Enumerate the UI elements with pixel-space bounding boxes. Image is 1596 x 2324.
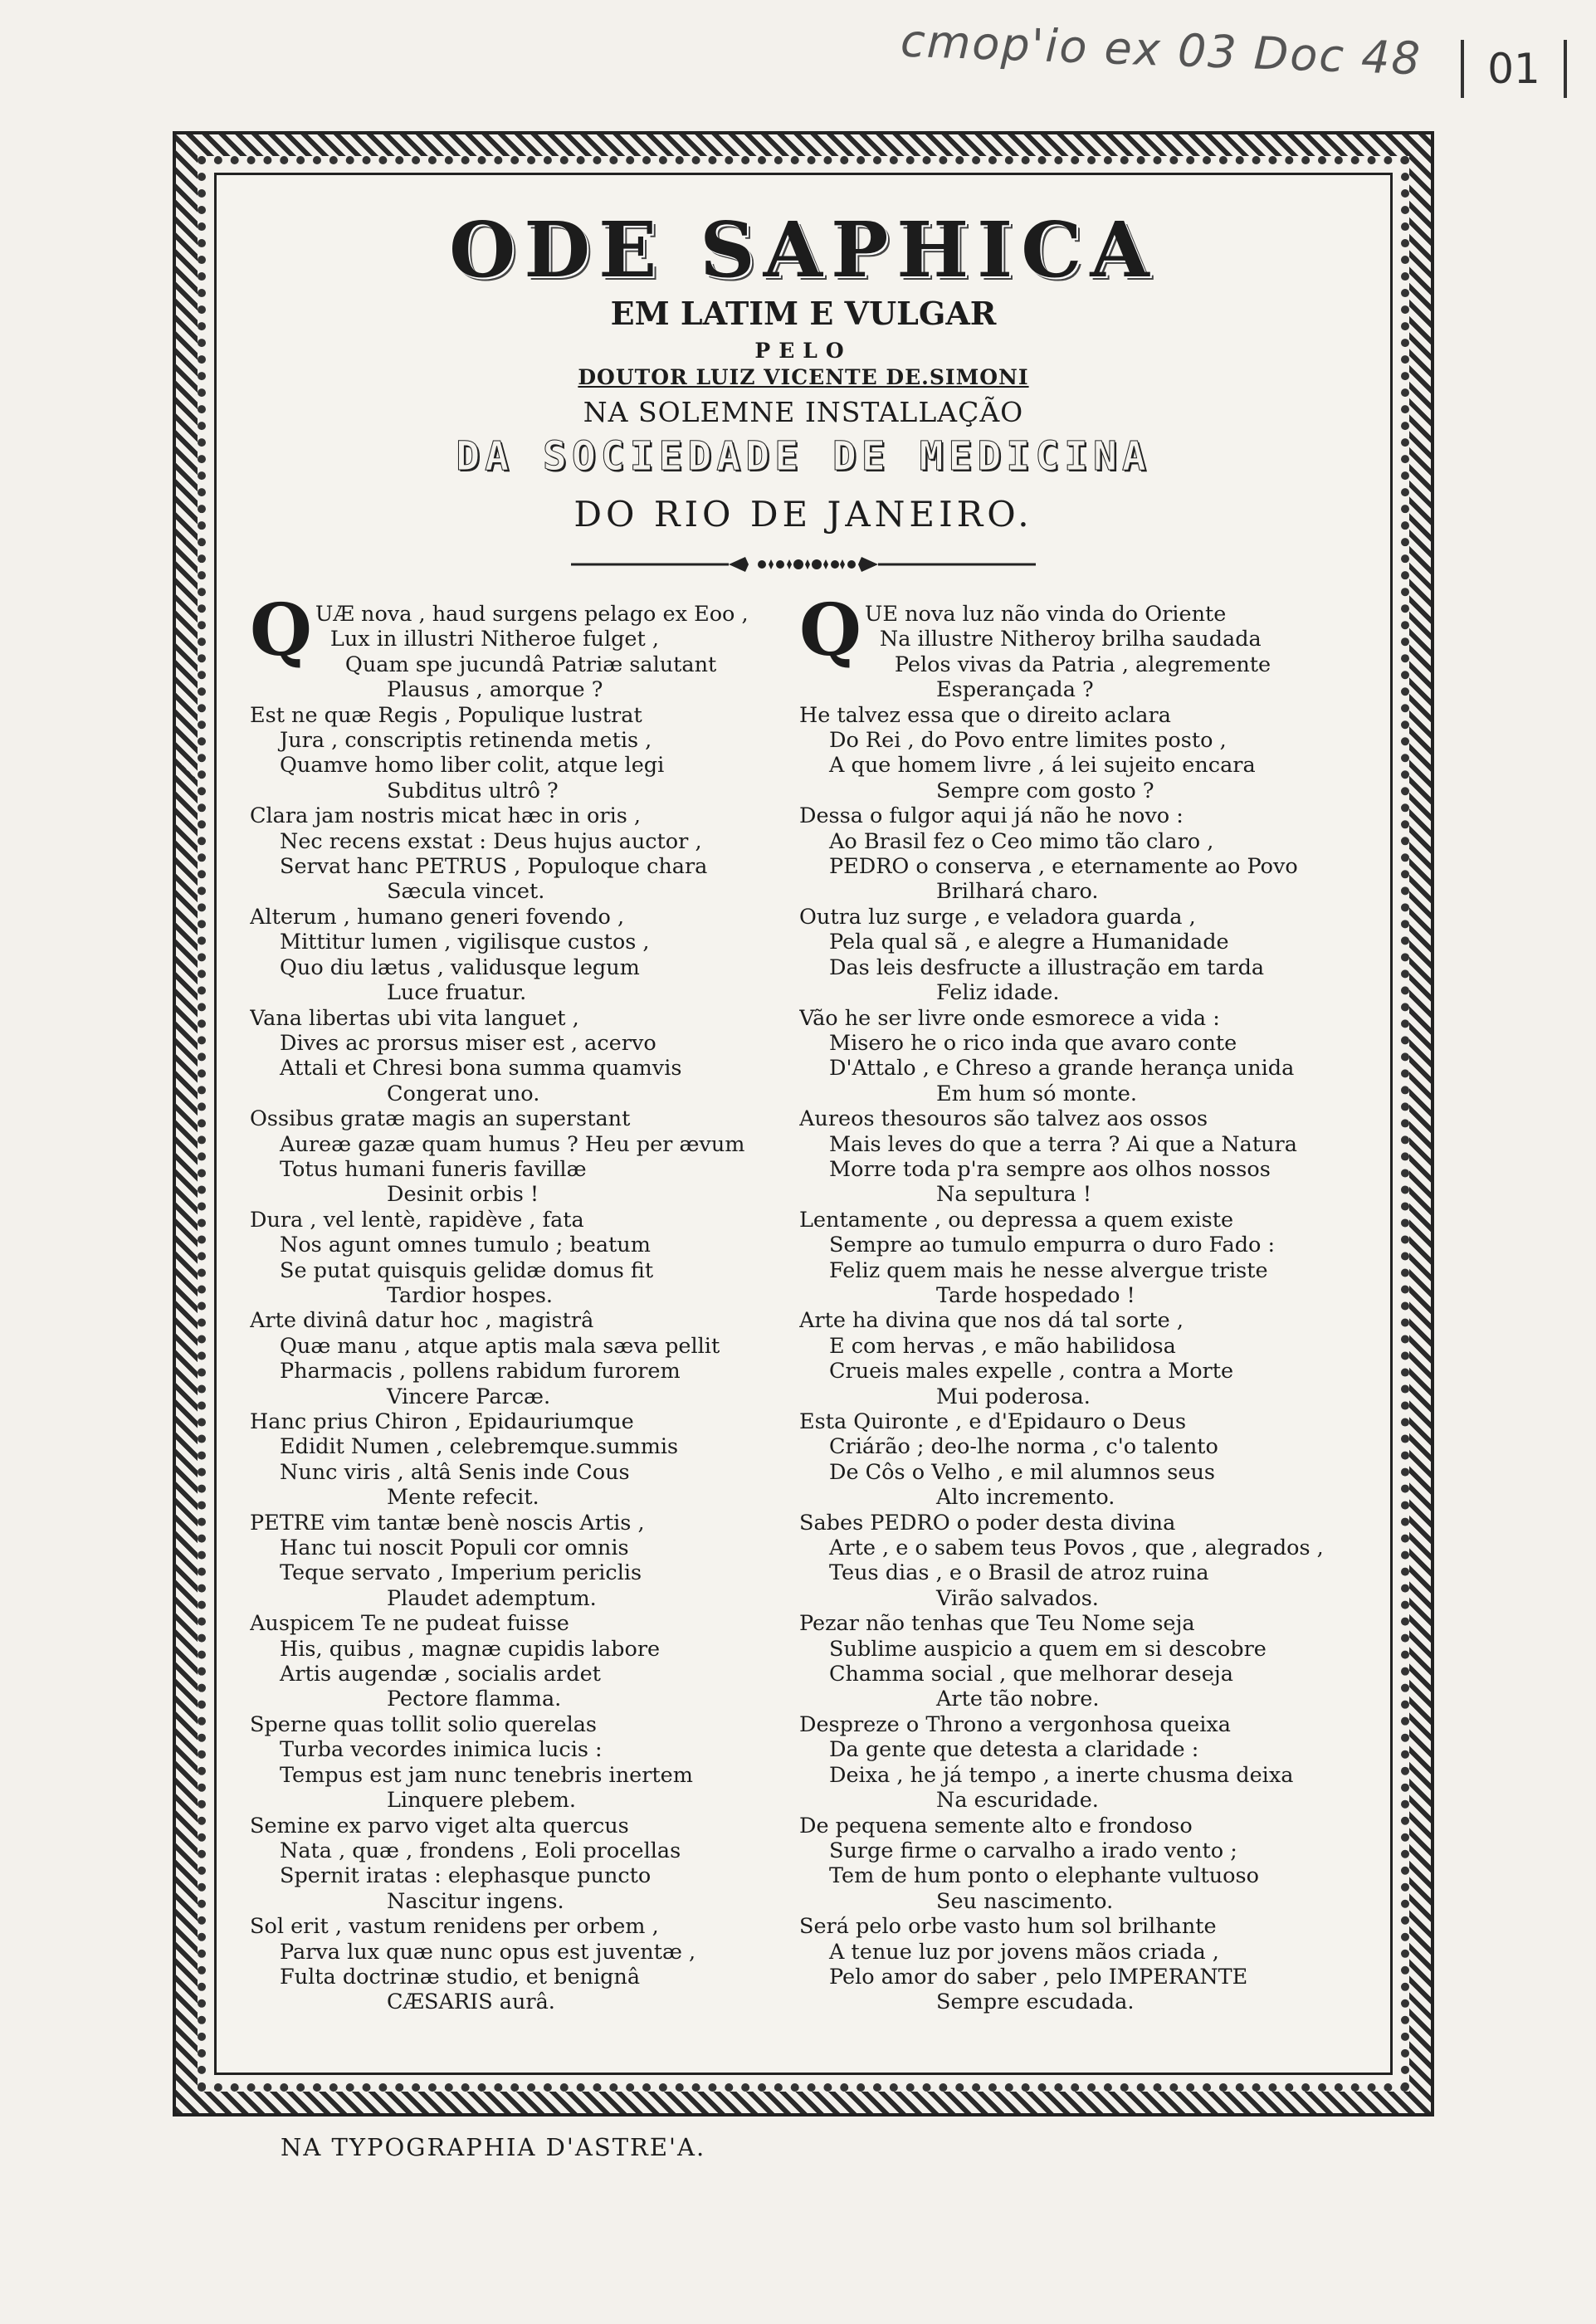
latin-verse-text: Quam spe jucundâ Patriæ salutant [344, 652, 717, 677]
latin-verse-line [250, 753, 799, 778]
latin-verse-line [250, 829, 799, 854]
latin-stanza [250, 1914, 799, 2015]
latin-verse-text: Servat hanc PETRUS , Populoque chara [280, 854, 708, 880]
portuguese-verse-text: Vão he ser livre onde esmorece a vida : [799, 1005, 1220, 1031]
portuguese-verse-text: Dessa o fulgor aqui já não he novo : [799, 803, 1184, 829]
latin-column [250, 588, 799, 2015]
portuguese-verse-line [799, 1560, 1349, 1585]
portuguese-verse-text: He talvez essa que o direito aclara [799, 702, 1171, 728]
portuguese-stanza [799, 1409, 1349, 1511]
latin-verse-text: Clara jam nostris micat hæc in oris , [250, 803, 642, 829]
portuguese-stanza [799, 1308, 1349, 1409]
portuguese-verse-line [799, 1814, 1349, 1838]
latin-verse-text: Subditus ultrô ? [387, 778, 559, 803]
latin-verse-line [250, 1662, 799, 1687]
portuguese-verse-text: Outra luz surge , e veladora guarda , [799, 904, 1196, 930]
latin-verse-line [250, 1914, 799, 1939]
latin-verse-text: Pharmacis , pollens rabidum furorem [280, 1359, 681, 1384]
portuguese-verse-line [799, 1308, 1349, 1333]
portuguese-verse-line [799, 1157, 1349, 1182]
portuguese-verse-text: Pelo amor do saber , pelo IMPERANTE [829, 1964, 1248, 1990]
latin-verse-line [315, 627, 799, 652]
portuguese-verse-line [799, 1965, 1349, 1990]
portuguese-verse-line [799, 1737, 1349, 1762]
latin-verse-line [250, 1434, 799, 1459]
latin-verse-text: Totus humani funeris favillæ [280, 1156, 587, 1182]
latin-verse-text: Auspicem Te ne pudeat fuisse [250, 1611, 569, 1637]
latin-verse-line [250, 1863, 799, 1888]
latin-verse-line [250, 1132, 799, 1157]
latin-verse-text: Nascitur ingens. [387, 1888, 564, 1914]
portuguese-verse-text: Das leis desfructe a illustração em tarda [829, 954, 1265, 980]
latin-verse-text: Nos agunt omnes tumulo ; beatum [280, 1233, 651, 1258]
portuguese-verse-line [799, 1081, 1349, 1106]
portuguese-verse-line [799, 854, 1349, 879]
latin-verse-line [250, 879, 799, 904]
portuguese-verse-line [799, 1940, 1349, 1965]
latin-verse-text: Desinit orbis ! [387, 1182, 539, 1208]
portuguese-verse-line [799, 1208, 1349, 1233]
latin-verse-text: Edidit Numen , celebremque.summis [280, 1434, 679, 1460]
portuguese-verse-line [799, 1637, 1349, 1662]
latin-verse-line [250, 1990, 799, 2014]
latin-verse-line [250, 1359, 799, 1384]
portuguese-verse-line [799, 1031, 1349, 1056]
portuguese-verse-text: Esperançada ? [936, 677, 1094, 703]
portuguese-verse-text: Esta Quironte , e d'Epidauro o Deus [799, 1409, 1187, 1434]
portuguese-verse-line [799, 1838, 1349, 1863]
portuguese-verse-text: Deixa , he já tempo , a inerte chusma deixa [829, 1762, 1294, 1788]
portuguese-verse-text: Arte , e o sabem teus Povos , que , alegrados , [829, 1536, 1324, 1561]
portuguese-verse-line [799, 728, 1349, 753]
latin-verse-text: Plausus , amorque ? [387, 677, 603, 703]
latin-verse-line [250, 980, 799, 1005]
byline-pelo: PELO [754, 339, 852, 363]
portuguese-verse-line [799, 955, 1349, 980]
portuguese-verse-text: Despreze o Throno a vergonhosa queixa [799, 1711, 1232, 1737]
latin-verse-line [250, 1838, 799, 1863]
latin-verse-text: Alterum , humano generi fovendo , [250, 904, 625, 930]
latin-verse-text: Turba vecordes inimica lucis : [280, 1737, 603, 1763]
latin-verse-line [250, 1763, 799, 1788]
portuguese-stanza [799, 1006, 1349, 1107]
portuguese-verse-text: Feliz quem mais he nesse alvergue triste [829, 1257, 1268, 1283]
portuguese-verse-line [799, 1106, 1349, 1131]
latin-verse-text: Dura , vel lentè, rapidève , fata [250, 1207, 584, 1233]
portuguese-verse-line [799, 1056, 1349, 1081]
portuguese-verse-line [799, 1536, 1349, 1560]
portuguese-verse-line [799, 1511, 1349, 1536]
portuguese-verse-line [799, 1182, 1349, 1207]
portuguese-verse-line [799, 930, 1349, 954]
portuguese-stanza [799, 1611, 1349, 1712]
city-line: DO RIO DE JANEIRO. [573, 494, 1033, 535]
portuguese-verse-text: Surge firme o carvalho a irado vento ; [829, 1838, 1237, 1863]
latin-verse-line [315, 602, 799, 627]
portuguese-verse-text: A que homem livre , á lei sujeito encara [829, 753, 1256, 779]
occasion-line: NA SOLEMNE INSTALLAÇÃO [583, 396, 1024, 428]
dotted-border [198, 156, 1409, 2092]
latin-stanza [250, 588, 799, 703]
latin-stanza [250, 905, 799, 1006]
portuguese-verse-text: Alto incremento. [936, 1485, 1115, 1511]
portuguese-verse-text: Aureos thesouros são talvez aos ossos [799, 1106, 1208, 1132]
latin-verse-line [315, 652, 799, 677]
latin-verse-text: Hanc prius Chiron , Epidauriumque [250, 1409, 634, 1434]
portuguese-verse-text: Pezar não tenhas que Teu Nome seja [799, 1611, 1195, 1637]
portuguese-verse-line [865, 652, 1349, 677]
latin-stanza [250, 703, 799, 804]
portuguese-verse-line [799, 1359, 1349, 1384]
portuguese-verse-text: PEDRO o conserva , e eternamente ao Povo [829, 854, 1298, 880]
latin-verse-line [250, 1460, 799, 1485]
portuguese-verse-text: Crueis males expelle , contra a Morte [829, 1359, 1234, 1384]
latin-verse-text: Se putat quisquis gelidæ domus fit [280, 1257, 654, 1283]
portuguese-verse-text: Lentamente , ou depressa a quem existe [799, 1207, 1234, 1233]
portuguese-verse-text: UE nova luz não vinda do Oriente [864, 602, 1227, 627]
latin-verse-text: Mittitur lumen , vigilisque custos , [280, 930, 650, 955]
latin-verse-text: Arte divinâ datur hoc , magistrâ [250, 1308, 594, 1334]
ornamental-rule [571, 554, 1036, 575]
latin-verse-line [250, 1536, 799, 1560]
latin-verse-line [250, 1737, 799, 1762]
latin-stanza [250, 1308, 799, 1409]
latin-verse-line [250, 779, 799, 803]
portuguese-verse-line [799, 1712, 1349, 1737]
latin-stanza [250, 1814, 799, 1915]
latin-verse-text: Parva lux quæ nunc opus est juventæ , [280, 1939, 696, 1965]
portuguese-stanza [799, 1814, 1349, 1915]
portuguese-verse-line [799, 1434, 1349, 1459]
latin-verse-text: Vana libertas ubi vita languet , [250, 1005, 579, 1031]
portuguese-verse-line [799, 1409, 1349, 1434]
portuguese-verse-text: Tem de hum ponto o elephante vultuoso [829, 1863, 1259, 1889]
latin-verse-text: Sperne quas tollit solio querelas [250, 1711, 598, 1737]
portuguese-verse-line [799, 703, 1349, 728]
portuguese-verse-line [799, 1763, 1349, 1788]
portuguese-column [799, 588, 1349, 2015]
latin-verse-text: CÆSARIS aurâ. [387, 1990, 555, 2015]
latin-verse-line [250, 1687, 799, 1711]
latin-verse-line [250, 1233, 799, 1257]
latin-verse-line [250, 1560, 799, 1585]
portuguese-stanza [799, 1914, 1349, 2015]
portuguese-stanza [799, 1511, 1349, 1612]
portuguese-verse-text: D'Attalo , e Chreso a grande herança unida [829, 1056, 1295, 1081]
poem-title: ODE SAPHICA [449, 205, 1158, 295]
portuguese-stanza [799, 703, 1349, 804]
portuguese-verse-line [799, 1485, 1349, 1510]
latin-verse-line [250, 1182, 799, 1207]
portuguese-dropcap: Q [799, 588, 861, 672]
latin-verse-text: Quæ manu , atque aptis mala sæva pellit [280, 1333, 720, 1359]
latin-stanza [250, 1712, 799, 1814]
portuguese-verse-text: Misero he o rico inda que avaro conte [829, 1030, 1237, 1056]
portuguese-verse-line [799, 905, 1349, 930]
latin-stanza [250, 1208, 799, 1309]
portuguese-stanza [799, 803, 1349, 905]
latin-stanza [250, 1511, 799, 1612]
latin-verse-text: Quamve homo liber colit, atque legi [280, 753, 665, 779]
latin-verse-text: Congerat uno. [387, 1081, 540, 1106]
latin-verse-line [250, 728, 799, 753]
latin-verse-line [250, 1006, 799, 1031]
portuguese-verse-text: Pelos vivas da Patria , alegremente [894, 652, 1271, 677]
author-name: DOUTOR LUIZ VICENTE DE.SIMONI [578, 365, 1029, 389]
latin-verse-text: Nunc viris , altâ Senis inde Cous [280, 1459, 630, 1485]
broadside-content [214, 173, 1393, 2075]
portuguese-verse-line [799, 829, 1349, 854]
portuguese-verse-line [799, 1662, 1349, 1687]
portuguese-verse-text: Sempre escudada. [936, 1990, 1135, 2015]
latin-verse-line [250, 930, 799, 954]
latin-verse-line [250, 1611, 799, 1636]
latin-verse-text: PETRE vim tantæ benè noscis Artis , [250, 1510, 645, 1536]
latin-verse-line [250, 803, 799, 828]
latin-verse-line [250, 1056, 799, 1081]
portuguese-verse-line [799, 1132, 1349, 1157]
portuguese-verse-text: Feliz idade. [936, 980, 1060, 1006]
portuguese-verse-text: Teus dias , e o Brasil de atroz ruina [829, 1560, 1209, 1586]
portuguese-verse-line [799, 677, 1349, 702]
portuguese-verse-text: Sublime auspicio a quem em si descobre [829, 1636, 1267, 1662]
latin-stanza [250, 1006, 799, 1107]
portuguese-verse-line [799, 980, 1349, 1005]
portuguese-verse-text: Criárão ; deo-lhe norma , c'o talento [829, 1434, 1218, 1460]
latin-verse-text: Sol erit , vastum renidens per orbem , [250, 1914, 659, 1940]
latin-verse-text: UÆ nova , haud surgens pelago ex Eoo , [315, 602, 749, 627]
portuguese-verse-text: Em hum só monte. [936, 1081, 1137, 1106]
latin-verse-text: Teque servato , Imperium periclis [280, 1560, 642, 1586]
latin-verse-text: Ossibus gratæ magis an superstant [250, 1106, 631, 1132]
latin-verse-line [250, 1157, 799, 1182]
latin-verse-text: Aureæ gazæ quam humus ? Heu per ævum [280, 1131, 745, 1157]
latin-verse-line [250, 1081, 799, 1106]
portuguese-verse-text: Sempre com gosto ? [936, 778, 1154, 803]
latin-verse-text: His, quibus , magnæ cupidis labore [280, 1636, 661, 1662]
latin-verse-line [250, 1485, 799, 1510]
portuguese-verse-text: De Côs o Velho , e mil alumnos seus [829, 1459, 1215, 1485]
latin-verse-text: Tempus est jam nunc tenebris inertem [280, 1762, 693, 1788]
portuguese-verse-text: Arte ha divina que nos dá tal sorte , [799, 1308, 1184, 1334]
portuguese-stanza [799, 1208, 1349, 1309]
portuguese-verse-line [799, 1233, 1349, 1257]
latin-verse-text: Mente refecit. [387, 1485, 539, 1511]
portuguese-verse-text: Tarde hospedado ! [936, 1282, 1135, 1308]
portuguese-verse-text: Na illustre Nitheroy brilha saudada [879, 627, 1262, 652]
portuguese-verse-line [799, 1914, 1349, 1939]
portuguese-verse-text: De pequena semente alto e frondoso [799, 1813, 1193, 1838]
latin-verse-text: Pectore flamma. [387, 1687, 562, 1712]
latin-verse-line [250, 1106, 799, 1131]
portuguese-verse-text: Morre toda p'ra sempre aos olhos nossos [829, 1156, 1271, 1182]
portuguese-verse-line [799, 1889, 1349, 1914]
portuguese-verse-line [799, 1334, 1349, 1359]
latin-verse-line [250, 1409, 799, 1434]
portuguese-verse-text: Ao Brasil fez o Ceo mimo tão claro , [829, 828, 1214, 854]
latin-verse-text: Fulta doctrinæ studio, et benignâ [280, 1964, 641, 1990]
latin-verse-line [250, 1258, 799, 1283]
latin-verse-text: Vincere Parcæ. [387, 1384, 551, 1409]
latin-verse-line [250, 854, 799, 879]
portuguese-verse-line [799, 1006, 1349, 1031]
portuguese-verse-text: Será pelo orbe vasto hum sol brilhante [799, 1914, 1217, 1940]
portuguese-verse-line [799, 1687, 1349, 1711]
latin-verse-text: Luce fruatur. [387, 980, 527, 1006]
latin-verse-text: Nata , quæ , frondens , Eoli procellas [280, 1838, 681, 1863]
portuguese-verse-text: Arte tão nobre. [936, 1687, 1100, 1712]
poem-columns [250, 588, 1357, 2015]
latin-verse-text: Quo diu lætus , validusque legum [280, 954, 640, 980]
portuguese-verse-text: Chamma social , que melhorar deseja [829, 1662, 1233, 1687]
portuguese-verse-text: Mui poderosa. [936, 1384, 1091, 1409]
latin-verse-text: Dives ac prorsus miser est , acervo [280, 1030, 656, 1056]
portuguese-verse-line [865, 627, 1349, 652]
portuguese-verse-line [799, 803, 1349, 828]
portuguese-verse-text: Mais leves do que a terra ? Ai que a Natura [829, 1131, 1297, 1157]
portuguese-verse-line [799, 879, 1349, 904]
latin-verse-text: Attali et Chresi bona summa quamvis [280, 1056, 682, 1081]
portuguese-verse-text: E com hervas , e mão habilidosa [829, 1333, 1176, 1359]
decorative-border-frame [173, 131, 1434, 2116]
portuguese-verse-line [799, 1788, 1349, 1813]
latin-verse-line [250, 1334, 799, 1359]
latin-verse-line [250, 677, 799, 702]
latin-verse-text: Semine ex parvo viget alta quercus [250, 1813, 629, 1838]
latin-verse-line [250, 1308, 799, 1333]
latin-verse-line [250, 1965, 799, 1990]
portuguese-verse-text: Sempre ao tumulo empurra o duro Fado : [829, 1233, 1276, 1258]
latin-verse-line [250, 1940, 799, 1965]
latin-verse-line [250, 1511, 799, 1536]
printer-imprint: NA TYPOGRAPHIA D'ASTRE'A. [281, 2133, 706, 2161]
latin-verse-text: Jura , conscriptis retinenda metis , [280, 728, 652, 754]
latin-verse-text: Plaudet ademptum. [387, 1585, 597, 1611]
latin-stanza [250, 1409, 799, 1511]
latin-verse-text: Spernit iratas : elephasque puncto [280, 1863, 652, 1889]
latin-stanza [250, 803, 799, 905]
portuguese-verse-line [799, 1611, 1349, 1636]
latin-stanza [250, 1106, 799, 1208]
portuguese-verse-text: Na sepultura ! [936, 1182, 1092, 1208]
portuguese-verse-text: Seu nascimento. [936, 1888, 1114, 1914]
latin-verse-line [250, 905, 799, 930]
portuguese-verse-line [799, 1384, 1349, 1409]
latin-verse-line [250, 1283, 799, 1308]
portuguese-stanza [799, 588, 1349, 703]
page-number: 01 [1461, 40, 1567, 98]
latin-verse-text: Artis augendæ , socialis ardet [280, 1662, 601, 1687]
portuguese-verse-line [865, 602, 1349, 627]
portuguese-verse-text: Virão salvados. [936, 1585, 1099, 1611]
latin-verse-text: Tardior hospes. [387, 1282, 554, 1308]
latin-stanza [250, 1611, 799, 1712]
portuguese-stanza [799, 905, 1349, 1006]
portuguese-verse-line [799, 1863, 1349, 1888]
latin-verse-line [250, 1637, 799, 1662]
latin-verse-line [250, 1788, 799, 1813]
latin-verse-line [250, 1031, 799, 1056]
society-name: DA SOCIEDADE DE MEDICINA [456, 433, 1151, 480]
portuguese-verse-line [799, 753, 1349, 778]
latin-verse-line [250, 1586, 799, 1611]
latin-verse-line [250, 703, 799, 728]
latin-verse-text: Est ne quæ Regis , Populique lustrat [250, 702, 642, 728]
portuguese-verse-line [799, 1586, 1349, 1611]
portuguese-verse-line [799, 779, 1349, 803]
latin-verse-text: Sæcula vincet. [387, 879, 545, 905]
portuguese-verse-text: A tenue luz por jovens mãos criada , [829, 1939, 1219, 1965]
latin-verse-line [250, 1889, 799, 1914]
latin-verse-line [250, 955, 799, 980]
portuguese-verse-text: Sabes PEDRO o poder desta divina [799, 1510, 1176, 1536]
latin-verse-text: Nec recens exstat : Deus hujus auctor , [280, 828, 702, 854]
latin-verse-line [250, 1814, 799, 1838]
latin-verse-line [250, 1384, 799, 1409]
portuguese-verse-line [799, 1990, 1349, 2014]
latin-verse-line [250, 1712, 799, 1737]
portuguese-verse-line [799, 1283, 1349, 1308]
portuguese-verse-line [799, 1460, 1349, 1485]
portuguese-verse-text: Da gente que detesta a claridade : [829, 1737, 1199, 1763]
latin-verse-line [250, 1208, 799, 1233]
latin-dropcap: Q [250, 588, 312, 672]
latin-verse-text: Hanc tui noscit Populi cor omnis [280, 1536, 629, 1561]
portuguese-stanza [799, 1106, 1349, 1208]
portuguese-stanza [799, 1712, 1349, 1814]
portuguese-verse-text: Na escuridade. [936, 1788, 1099, 1814]
portuguese-verse-text: Brilhará charo. [936, 879, 1099, 905]
portuguese-verse-line [799, 1258, 1349, 1283]
latin-verse-text: Lux in illustri Nitheroe fulget , [329, 627, 659, 652]
poem-subtitle: EM LATIM E VULGAR [610, 295, 997, 332]
latin-verse-text: Linquere plebem. [387, 1788, 577, 1814]
archive-handwritten-note: cmop'io ex 03 Doc 48 [900, 14, 1423, 85]
portuguese-verse-text: Pela qual sã , e alegre a Humanidade [829, 930, 1229, 955]
portuguese-verse-text: Do Rei , do Povo entre limites posto , [829, 728, 1227, 754]
